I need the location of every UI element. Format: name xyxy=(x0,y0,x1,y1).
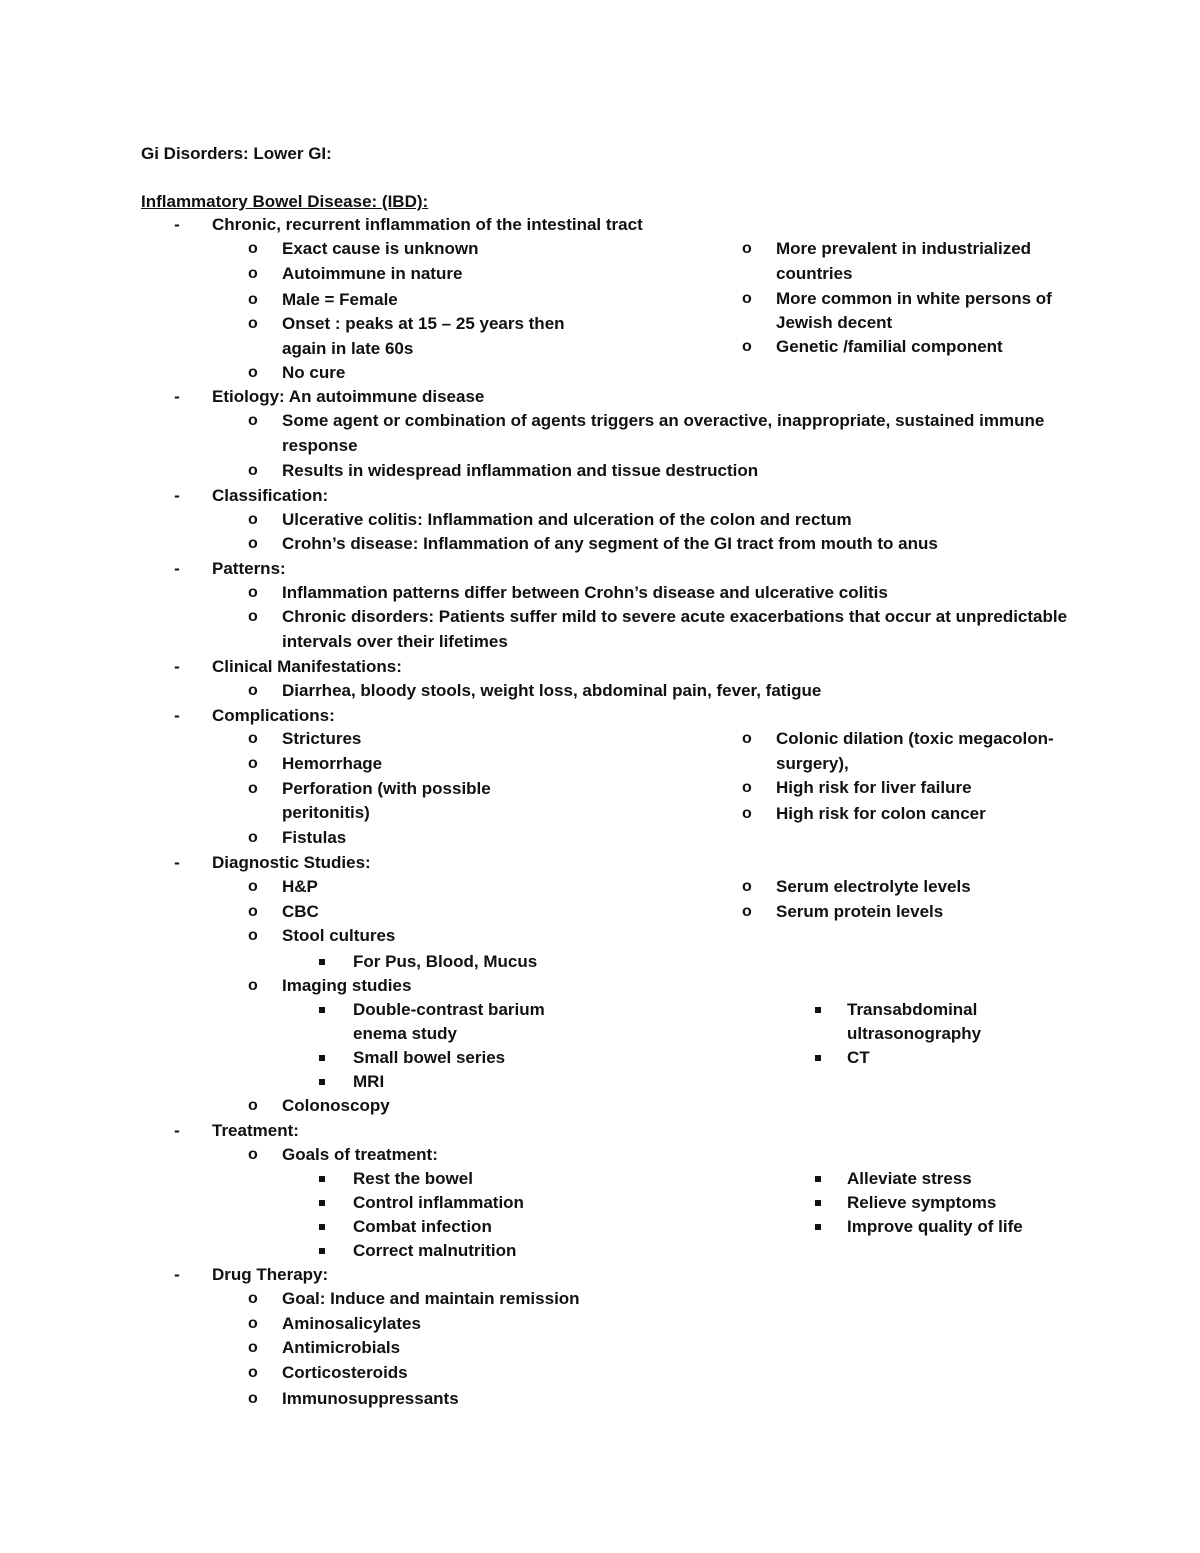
sub-list-item: Double-contrast barium xyxy=(353,1000,545,1019)
list-item: Strictures xyxy=(282,729,362,748)
list-item: countries xyxy=(776,264,853,283)
circle-bullet: o xyxy=(742,290,752,307)
list-item: Serum protein levels xyxy=(776,902,944,921)
square-bullet-icon xyxy=(815,1007,821,1013)
circle-bullet: o xyxy=(248,1315,258,1332)
page-title: Gi Disorders: Lower GI: xyxy=(141,144,332,163)
circle-bullet: o xyxy=(248,1146,258,1163)
list-item: Fistulas xyxy=(282,828,347,847)
clinical-manifestations-item: Clinical Manifestations: xyxy=(212,657,402,676)
classification-item: Classification: xyxy=(212,486,329,505)
circle-bullet: o xyxy=(248,364,258,381)
square-bullet-icon xyxy=(319,1007,325,1013)
list-item: Goal: Induce and maintain remission xyxy=(282,1289,580,1308)
dash-bullet: - xyxy=(174,559,180,578)
patterns-item: Patterns: xyxy=(212,559,286,578)
sub-list-item: CT xyxy=(847,1048,870,1067)
complications-item: Complications: xyxy=(212,706,335,725)
circle-bullet: o xyxy=(248,584,258,601)
square-bullet-icon xyxy=(815,1176,821,1182)
circle-bullet: o xyxy=(248,780,258,797)
sub-list-item: Control inflammation xyxy=(353,1193,524,1212)
dash-bullet: - xyxy=(174,1265,180,1284)
square-bullet-icon xyxy=(319,1200,325,1206)
list-item: Immunosuppressants xyxy=(282,1389,459,1408)
etiology-item: Etiology: An autoimmune disease xyxy=(212,387,485,406)
circle-bullet: o xyxy=(248,977,258,994)
dash-bullet: - xyxy=(174,853,180,872)
dash-bullet: - xyxy=(174,486,180,505)
dash-bullet: - xyxy=(174,387,180,406)
circle-bullet: o xyxy=(248,730,258,747)
list-item: surgery), xyxy=(776,754,849,773)
list-item: Stool cultures xyxy=(282,926,396,945)
dash-bullet: - xyxy=(174,1121,180,1140)
square-bullet-icon xyxy=(815,1055,821,1061)
list-item: Antimicrobials xyxy=(282,1338,401,1357)
square-bullet-icon xyxy=(319,1079,325,1085)
circle-bullet: o xyxy=(742,338,752,355)
circle-bullet: o xyxy=(248,1097,258,1114)
list-item: Chronic disorders: Patients suffer mild to severe acute exacerbations that occur at unpredictable xyxy=(282,607,1068,626)
sub-list-item: For Pus, Blood, Mucus xyxy=(353,952,538,971)
list-item: No cure xyxy=(282,363,346,382)
sub-list-item: ultrasonography xyxy=(847,1024,982,1043)
list-item: Genetic /familial component xyxy=(776,337,1003,356)
list-item: Onset : peaks at 15 – 25 years then xyxy=(282,314,565,333)
circle-bullet: o xyxy=(248,682,258,699)
list-item: More common in white persons of xyxy=(776,289,1052,308)
circle-bullet: o xyxy=(742,730,752,747)
overview-item: Chronic, recurrent inflammation of the intestinal tract xyxy=(212,215,643,234)
list-item: Perforation (with possible xyxy=(282,779,491,798)
square-bullet-icon xyxy=(319,959,325,965)
circle-bullet: o xyxy=(742,779,752,796)
list-item: Imaging studies xyxy=(282,976,412,995)
square-bullet-icon xyxy=(319,1248,325,1254)
circle-bullet: o xyxy=(248,755,258,772)
circle-bullet: o xyxy=(248,878,258,895)
list-item: Male = Female xyxy=(282,290,398,309)
list-item: Aminosalicylates xyxy=(282,1314,421,1333)
circle-bullet: o xyxy=(248,240,258,257)
square-bullet-icon xyxy=(815,1200,821,1206)
sub-list-item: Small bowel series xyxy=(353,1048,506,1067)
list-item: Autoimmune in nature xyxy=(282,264,463,283)
square-bullet-icon xyxy=(319,1055,325,1061)
list-item: Jewish decent xyxy=(776,313,893,332)
square-bullet-icon xyxy=(319,1176,325,1182)
square-bullet-icon xyxy=(815,1224,821,1230)
list-item: again in late 60s xyxy=(282,339,414,358)
circle-bullet: o xyxy=(248,535,258,552)
circle-bullet: o xyxy=(248,315,258,332)
list-item: Ulcerative colitis: Inflammation and ulceration of the colon and rectum xyxy=(282,510,852,529)
list-item: Colonoscopy xyxy=(282,1096,390,1115)
dash-bullet: - xyxy=(174,215,180,234)
circle-bullet: o xyxy=(248,511,258,528)
circle-bullet: o xyxy=(248,829,258,846)
list-item: Goals of treatment: xyxy=(282,1145,438,1164)
dash-bullet: - xyxy=(174,706,180,725)
list-item: Some agent or combination of agents triggers an overactive, inappropriate, sustained immune xyxy=(282,411,1045,430)
circle-bullet: o xyxy=(742,878,752,895)
square-bullet-icon xyxy=(319,1224,325,1230)
list-item: Crohn’s disease: Inflammation of any segment of the GI tract from mouth to anus xyxy=(282,534,938,553)
treatment-item: Treatment: xyxy=(212,1121,299,1140)
list-item: Diarrhea, bloody stools, weight loss, abdominal pain, fever, fatigue xyxy=(282,681,822,700)
list-item: response xyxy=(282,436,358,455)
list-item: Corticosteroids xyxy=(282,1363,408,1382)
list-item: More prevalent in industrialized xyxy=(776,239,1032,258)
list-item: Hemorrhage xyxy=(282,754,383,773)
circle-bullet: o xyxy=(248,265,258,282)
sub-list-item: Combat infection xyxy=(353,1217,492,1236)
list-item: Exact cause is unknown xyxy=(282,239,479,258)
circle-bullet: o xyxy=(742,240,752,257)
circle-bullet: o xyxy=(248,291,258,308)
sub-list-item: Improve quality of life xyxy=(847,1217,1023,1236)
list-item: Inflammation patterns differ between Crohn’s disease and ulcerative colitis xyxy=(282,583,888,602)
sub-list-item: MRI xyxy=(353,1072,385,1091)
circle-bullet: o xyxy=(248,1364,258,1381)
list-item: High risk for colon cancer xyxy=(776,804,986,823)
circle-bullet: o xyxy=(742,903,752,920)
list-item: peritonitis) xyxy=(282,803,370,822)
list-item: CBC xyxy=(282,902,319,921)
circle-bullet: o xyxy=(248,608,258,625)
list-item: High risk for liver failure xyxy=(776,778,972,797)
list-item: Serum electrolyte levels xyxy=(776,877,971,896)
diagnostic-studies-item: Diagnostic Studies: xyxy=(212,853,371,872)
sub-list-item: enema study xyxy=(353,1024,457,1043)
circle-bullet: o xyxy=(248,1339,258,1356)
list-item: intervals over their lifetimes xyxy=(282,632,508,651)
sub-list-item: Alleviate stress xyxy=(847,1169,972,1188)
circle-bullet: o xyxy=(742,805,752,822)
list-item: Colonic dilation (toxic megacolon- xyxy=(776,729,1054,748)
sub-list-item: Transabdominal xyxy=(847,1000,978,1019)
circle-bullet: o xyxy=(248,412,258,429)
sub-list-item: Correct malnutrition xyxy=(353,1241,517,1260)
circle-bullet: o xyxy=(248,903,258,920)
dash-bullet: - xyxy=(174,657,180,676)
sub-list-item: Relieve symptoms xyxy=(847,1193,997,1212)
circle-bullet: o xyxy=(248,462,258,479)
circle-bullet: o xyxy=(248,1390,258,1407)
section-heading: Inflammatory Bowel Disease: (IBD): xyxy=(141,192,429,211)
list-item: Results in widespread inflammation and tissue destruction xyxy=(282,461,759,480)
sub-list-item: Rest the bowel xyxy=(353,1169,473,1188)
circle-bullet: o xyxy=(248,1290,258,1307)
list-item: H&P xyxy=(282,877,318,896)
circle-bullet: o xyxy=(248,927,258,944)
drug-therapy-item: Drug Therapy: xyxy=(212,1265,329,1284)
